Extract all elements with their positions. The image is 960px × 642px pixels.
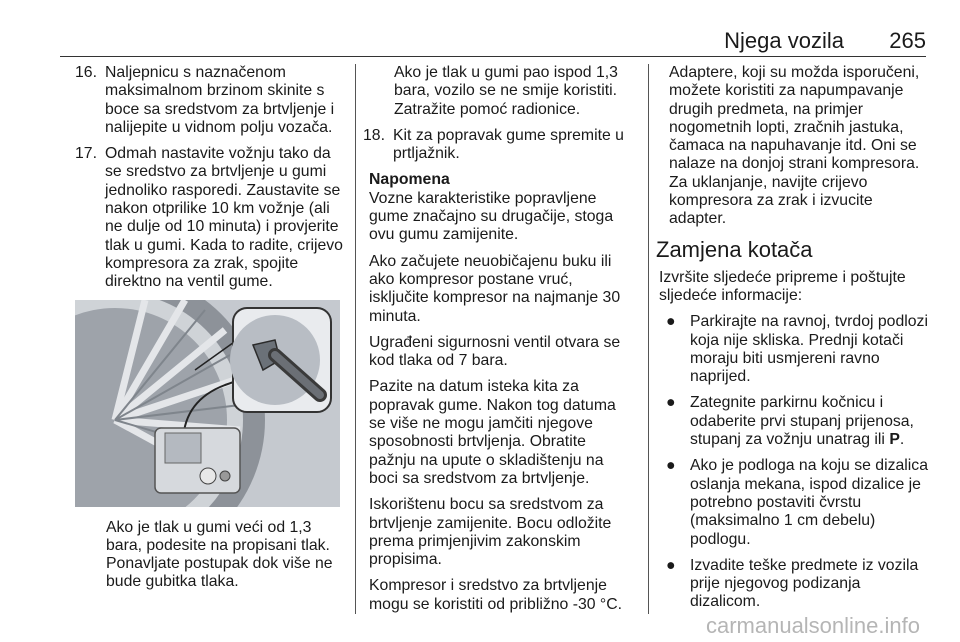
bullet-text: Parkirajte na ravnoj, tvrdoj podlozi koja nije skliska. Prednji kotači moraju biti usmjereni ravno naprijed. [690, 313, 928, 386]
bullet-text-end: . [899, 431, 905, 449]
bullet-icon: ● [666, 313, 676, 331]
step-16 [75, 64, 346, 137]
body-paragraph: Ugrađeni sigurnosni ventil otvara se kod tlaka od 7 bara. [369, 333, 621, 370]
body-paragraph: Kompresor i sredstvo za brtvljenje mogu se koristiti od približno -30 °C. [369, 577, 623, 613]
body-paragraph: Ako začujete neuobičajenu buku ili ako kompresor postane vruć, isključite kompresor na najmanje 30 minuta. [369, 252, 621, 325]
body-paragraph: Ako je tlak u gumi veći od 1,3 bara, podesite na propisani tlak. Ponavljate postupak dok više ne bude gubitka tlaka. [106, 518, 333, 591]
step-text: Naljepnicu s naznačenom maksimalnom brzinom skinite s boce sa sredstvom za brtvljenje i nalijepite u vidnom polju vozača. [105, 64, 335, 136]
body-paragraph: Pazite na datum isteka kita za popravak gume. Nakon tog datuma se više ne mogu jamčiti njegove sposobnosti brtvljenja. Obratite pažnju na upute o skladištenju na boci sa sredstvom za brtvljenje. [369, 378, 616, 487]
step-17 [75, 145, 346, 291]
bullet-icon: ● [666, 457, 676, 475]
body-paragraph: Ako je tlak u gumi pao ispod 1,3 bara, vozilo se ne smije koristiti. Zatražite pomoć radionice. [394, 64, 618, 118]
tire-compressor-illustration [75, 300, 340, 507]
note-heading: Napomena [369, 171, 450, 189]
page-number: 265 [889, 28, 926, 53]
bullet-text: Ako je podloga na koju se dizalica oslanja mekana, ispod dizalice je potrebno postaviti čvrstu (maksimalno 1 cm debelu) podlogu. [690, 457, 928, 548]
page-header [60, 28, 926, 56]
step-number: 16. [75, 64, 97, 81]
column-1 [75, 64, 346, 600]
watermark: carmanualsonline.info [705, 613, 920, 638]
step-number: 17. [75, 145, 97, 163]
note-section [363, 171, 635, 614]
column-2 [363, 64, 635, 622]
intro-paragraph: Izvršite sljedeće pripreme i poštujte sljedeće informacije: [659, 268, 906, 304]
bullet-icon: ● [666, 556, 676, 574]
bullet-item [659, 394, 929, 449]
column-divider [355, 64, 356, 614]
body-paragraph: Adaptere, koji su možda isporučeni, možete koristiti za napumpavanje drugih predmeta, na primjer nogometnih lopti, zračnih jastuka, čamaca na napuhavanje itd. Oni se nalaze na donjoj strani kompresora. Za uklanjanje, navijte crijevo kompresora za zrak i izvucite adapter. [669, 64, 920, 228]
step-text: Odmah nastavite vožnju tako da se sredstvo za brtvljenje u gumi jednoliko rasporedi. Zaustavite se nakon otprilike 10 km vožnje (ali ne dulje od 10 minuta) i provjerite tlak u gumi. Kada to radite, crijevo kompresora za zrak, spojite direktno na ventil gume. [105, 145, 343, 291]
bullet-item [659, 313, 929, 386]
bullet-icon: ● [666, 394, 676, 412]
column-divider [648, 64, 649, 614]
bullet-bold-text: P [889, 431, 900, 449]
step-number: 18. [363, 126, 385, 144]
step-text: Kit za popravak gume spremite u prtljažnik. [393, 126, 624, 163]
compressor-hose-valve-icon [75, 300, 340, 507]
note-text: Vozne karakteristike popravljene gume značajno su drugačije, stoga ovu gumu zamijenite. [369, 189, 614, 244]
bullet-item [659, 457, 929, 548]
section-heading: Zamjena kotača [656, 236, 813, 262]
body-paragraph: Iskorištenu bocu sa sredstvom za brtvljenje zamijenite. Bocu odložite prema primjenjivim zakonskim propisima. [369, 496, 612, 569]
header-rule [60, 56, 926, 57]
column-3 [656, 64, 929, 620]
bullet-text: Izvadite teške predmete iz vozila prije njegovog podizanja dizalicom. [690, 556, 919, 611]
step-18 [363, 127, 635, 164]
page-title: Njega vozila [724, 28, 844, 53]
bullet-item [659, 557, 929, 612]
bullet-text: Zategnite parkirnu kočnicu i odaberite prvi stupanj prijenosa, stupanj za vožnju unatrag ili [690, 394, 914, 449]
